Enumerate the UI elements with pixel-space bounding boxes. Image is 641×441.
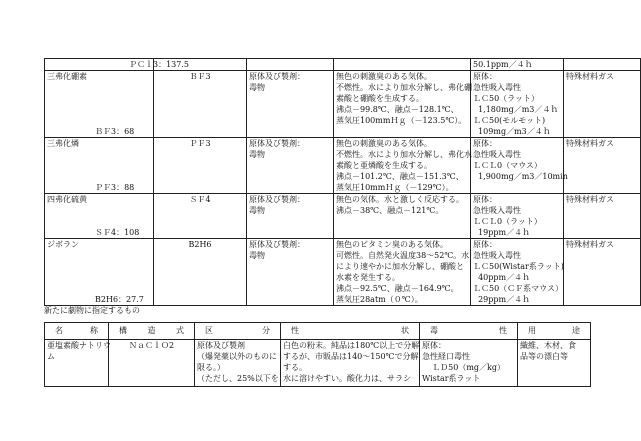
header-category: 区 分 bbox=[195, 323, 281, 340]
category-cell: 原体及び製剤： 毒物 bbox=[247, 239, 334, 306]
category-cell: 原体及び製剤： 毒物 bbox=[247, 138, 334, 194]
toxicity-cell: 50.1ppm／４ｈ bbox=[471, 59, 564, 71]
substance-cell bbox=[45, 71, 154, 138]
table-row bbox=[45, 194, 641, 239]
properties-cell: 無色の刺激臭のある気体。 不燃性。水により加水分解し、弗化水 素酸と亜燐酸を生成する。 沸点－101.2℃、融点－151.3℃、 蒸気圧10mmＨｇ（－129℃）。 bbox=[334, 138, 471, 194]
header-properties: 性 状 bbox=[281, 323, 420, 340]
category-cell: 原体及び製剤： 毒物 bbox=[247, 194, 334, 239]
substance-cell bbox=[45, 138, 154, 194]
properties-cell: 白色の粉末。純品は180℃以上で分解 するが、市販品は140～150℃で分解 する。 水に溶けやすい。酸化力は、サラシ bbox=[281, 340, 420, 387]
table-row bbox=[45, 138, 641, 194]
use-cell: 特殊材料ガス bbox=[564, 138, 641, 194]
header-toxicity: 毒 性 bbox=[420, 323, 518, 340]
substance-name: ジボラン bbox=[47, 240, 79, 249]
molecular-weight: ＳＦ4：108 bbox=[95, 228, 140, 237]
toxicity-cell: 原体： 急性吸入毒性 ＬＣＬ0（ラット） 19ppm／４ｈ bbox=[471, 194, 564, 239]
table-row bbox=[45, 340, 591, 387]
use-cell: 織維、木材、食 品等の漂白等 bbox=[518, 340, 591, 387]
header-name: 名 称 bbox=[45, 323, 109, 340]
molecular-weight: ＢＦ3：68 bbox=[95, 127, 135, 136]
header-use: 用 途 bbox=[518, 323, 591, 340]
formula-cell: ＮａＣｌＯ2 bbox=[109, 340, 195, 387]
formula-cell: ＰＦ3 bbox=[154, 138, 247, 194]
properties-cell: 無色の刺激臭のある気体。 不燃性。水により加水分解し、弗化硼 素酸と硼酸を生成する。 沸点－99.8℃、融点－128.1℃、 蒸気圧100mmＨｇ（－123.5℃）。 bbox=[334, 71, 471, 138]
section-title: 新たに劇物に指定するもの bbox=[44, 306, 140, 315]
toxicity-cell: 原体： 急性吸入毒性 ＬＣＬ0（マウス） 1,900mg／m3／10min bbox=[471, 138, 564, 194]
substance-cell bbox=[45, 239, 154, 306]
category-cell: 原体及び製剤： 毒物 bbox=[247, 71, 334, 138]
substance-name: 三弗化硼素 bbox=[47, 72, 87, 81]
use-cell: 特殊材料ガス bbox=[564, 71, 641, 138]
molecular-weight: B2H6：27.7 bbox=[95, 295, 144, 304]
header-formula: 構 造 式 bbox=[109, 323, 195, 340]
substance-cell bbox=[45, 194, 154, 239]
substance-name: 三弗化燐 bbox=[47, 139, 79, 148]
properties-cell: 無色のビタミン臭のある気体。 可燃性。自然発火温度38～52℃。水 により速やかに加水分解し、硼酸と 水素を発生する。 沸点－92.5℃、融点－164.9℃。 蒸気圧28atm（０℃）。 bbox=[334, 239, 471, 306]
table-row bbox=[45, 239, 641, 306]
header-row bbox=[45, 323, 591, 340]
use-cell: 特殊材料ガス bbox=[564, 239, 641, 306]
poison-table bbox=[44, 58, 641, 306]
name-cell: 亜塩素酸ナトリウ ム bbox=[45, 340, 109, 387]
deleterious-table bbox=[44, 322, 591, 387]
molecular-weight: ＰＣｌ3：137.5 bbox=[129, 60, 189, 69]
toxicity-cell: 原体： 急性吸入毒性 ＬＣ50(Wistar系ラット) 40ppm／４ｈ ＬＣ50（ＣＦ系マウス） 29ppm／４ｈ bbox=[471, 239, 564, 306]
toxicity-cell: 原体： 急性吸入毒性 ＬＣ50（ラット） 1,180mg／m3／４ｈ ＬＣ50(モルモット) 109mg／m3／４ｈ bbox=[471, 71, 564, 138]
formula-cell: ＢＦ3 bbox=[154, 71, 247, 138]
category-cell: 原体及び製剤 （爆発薬以外のものに 限る。） （ただし、25%以下を bbox=[195, 340, 281, 387]
formula-cell: ＳＦ4 bbox=[154, 194, 247, 239]
properties-cell: 無色の気体。水と激しく反応する。 沸点－38℃、融点－121℃。 bbox=[334, 194, 471, 239]
table-row bbox=[45, 59, 641, 71]
molecular-weight: ＰＦ3：88 bbox=[95, 183, 135, 192]
formula-cell: B2H6 bbox=[154, 239, 247, 306]
toxicity-cell: 原体： 急性経口毒性 ＬＤ50（mg／kg） Wistar系ラット bbox=[420, 340, 518, 387]
table-row bbox=[45, 71, 641, 138]
use-cell: 特殊材料ガス bbox=[564, 194, 641, 239]
substance-name: 四弗化硫黄 bbox=[47, 195, 87, 204]
